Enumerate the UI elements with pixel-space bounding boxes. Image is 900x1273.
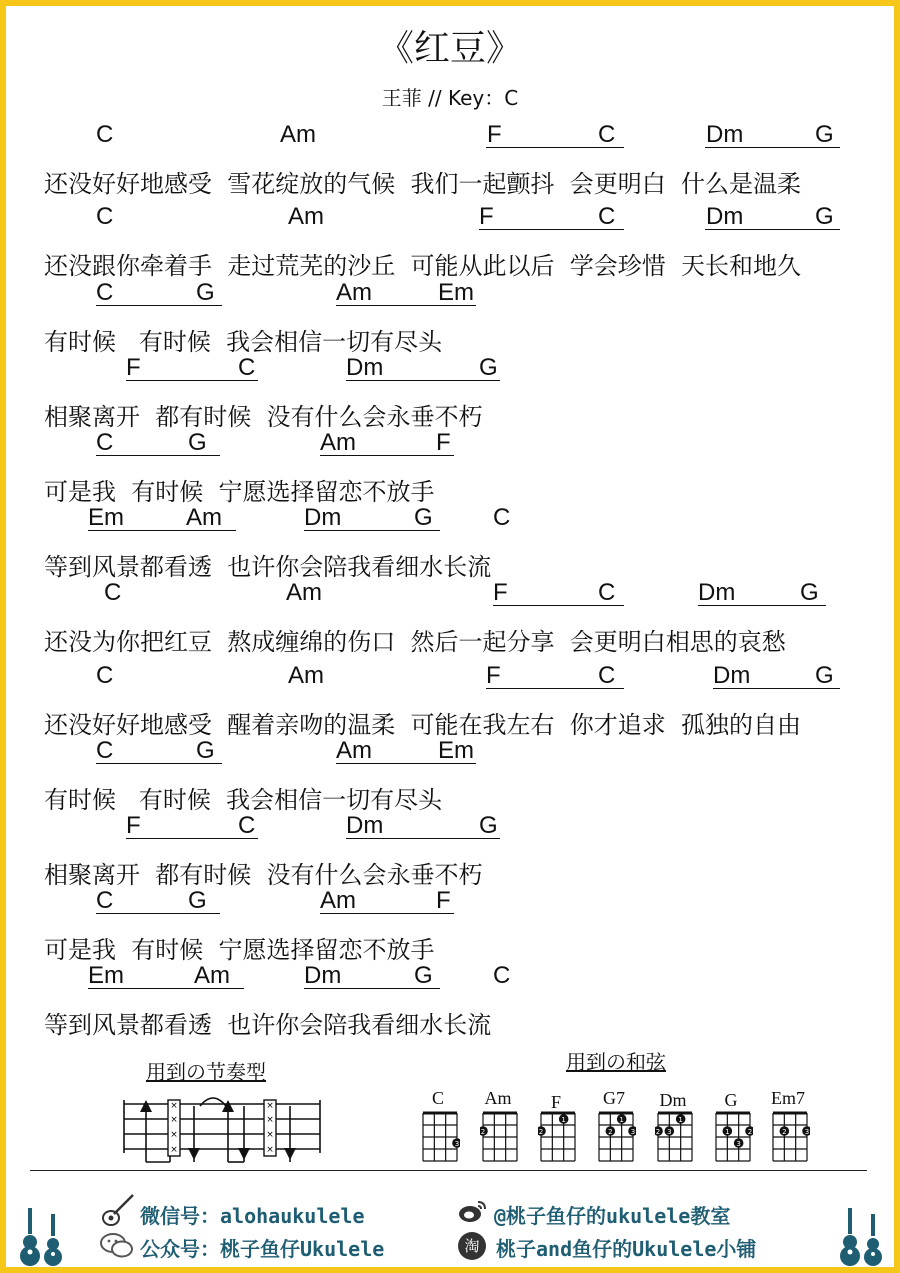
chord-symbol: Am (336, 279, 372, 306)
chord-symbol: F (487, 121, 502, 148)
chord-diagram (480, 1110, 520, 1166)
svg-text:2: 2 (480, 1128, 486, 1136)
chord-symbol: G (479, 354, 498, 381)
ukulele-icon (862, 1214, 884, 1268)
svg-text:×: × (266, 1145, 274, 1155)
ukulele-icon (18, 1208, 42, 1268)
chord-diagram-name: C (431, 1088, 444, 1108)
chord-symbol: C (598, 121, 616, 148)
ukulele-icon (838, 1208, 862, 1268)
chord-symbol: G (188, 429, 207, 456)
lyric-line: 相聚离开 都有时候 没有什么会永垂不朽 (44, 861, 483, 889)
svg-text:2: 2 (655, 1128, 661, 1136)
chord-underline (486, 688, 624, 689)
svg-text:×: × (266, 1130, 274, 1140)
lyric-line: 还没为你把红豆 熬成缠绵的伤口 然后一起分享 会更明白相思的哀愁 (44, 628, 786, 656)
svg-text:3: 3 (454, 1140, 460, 1148)
chord-symbol: F (493, 579, 508, 606)
chord-diagram-name: F (550, 1092, 561, 1112)
lyric-line: 还没好好地感受 雪花绽放的气候 我们一起颤抖 会更明白 什么是温柔 (44, 170, 802, 198)
svg-text:3: 3 (630, 1128, 636, 1136)
chord-underline (96, 455, 220, 456)
chord-symbol: F (436, 887, 451, 914)
chord-symbol: G (479, 812, 498, 839)
taobao-shop: 桃子and鱼仔的Ukulele小铺 (496, 1237, 757, 1261)
svg-text:1: 1 (678, 1116, 683, 1124)
chord-symbol: Dm (346, 812, 384, 839)
chord-underline (479, 229, 624, 230)
weibo-id: @桃子鱼仔的ukulele教室 (494, 1204, 731, 1228)
chord-diagram (770, 1110, 810, 1166)
chord-diagram-name: G (724, 1090, 738, 1110)
chord-symbol: Dm (706, 203, 744, 230)
chord-symbol: C (96, 662, 114, 689)
svg-text:×: × (170, 1115, 178, 1125)
chord-symbol: C (238, 354, 256, 381)
rhythm-label: 用到の节奏型 (146, 1060, 266, 1084)
chord-symbol: G (414, 962, 433, 989)
chord-symbol: Em (438, 279, 474, 306)
chord-symbol: Am (280, 121, 316, 148)
lyric-line: 可是我 有时候 宁愿选择留恋不放手 (44, 478, 435, 506)
chord-symbol: C (104, 579, 122, 606)
chord-symbol: C (96, 121, 114, 148)
chord-underline (88, 988, 244, 989)
lyric-line: 等到风景都看透 也许你会陪我看细水长流 (44, 1011, 492, 1039)
wechat-icon (100, 1232, 134, 1258)
chord-symbol: G (196, 737, 215, 764)
chord-symbol: G (815, 203, 834, 230)
chord-symbol: G (414, 504, 433, 531)
chord-symbol: C (96, 279, 114, 306)
chord-symbol: Dm (346, 354, 384, 381)
song-subtitle: 王菲 // Key：C (381, 86, 519, 110)
svg-text:1: 1 (619, 1116, 624, 1124)
chord-symbol: G (815, 121, 834, 148)
chord-symbol: C (96, 429, 114, 456)
svg-text:2: 2 (782, 1128, 787, 1136)
chord-underline (493, 605, 624, 606)
chord-symbol: Dm (304, 962, 342, 989)
chord-underline (96, 305, 222, 306)
chord-symbol: C (598, 203, 616, 230)
svg-text:1: 1 (561, 1116, 566, 1124)
chord-diagram (655, 1110, 695, 1166)
chord-underline (126, 380, 258, 381)
chord-symbol: Am (186, 504, 222, 531)
chord-symbol: Dm (706, 121, 744, 148)
chord-symbol: Am (336, 737, 372, 764)
chord-symbol: F (436, 429, 451, 456)
chord-symbol: G (188, 887, 207, 914)
chord-symbol: Dm (713, 662, 751, 689)
svg-text:2: 2 (608, 1128, 613, 1136)
chord-symbol: Am (194, 962, 230, 989)
chord-symbol: C (598, 579, 616, 606)
chord-symbol: C (96, 887, 114, 914)
svg-text:2: 2 (747, 1128, 753, 1136)
lyric-line: 还没好好地感受 醒着亲吻的温柔 可能在我左右 你才追求 孤独的自由 (44, 711, 802, 739)
chord-underline (88, 530, 236, 531)
chord-underline (320, 913, 454, 914)
chord-diagram-name: Dm (659, 1090, 687, 1110)
chord-underline (698, 605, 826, 606)
chord-underline (126, 838, 258, 839)
lyric-line: 还没跟你牵着手 走过荒芜的沙丘 可能从此以后 学会珍惜 天长和地久 (44, 252, 802, 280)
chord-symbol: Am (320, 887, 356, 914)
lyric-line: 有时候 有时候 我会相信一切有尽头 (44, 786, 443, 814)
chord-symbol: Am (288, 203, 324, 230)
chord-symbol: Em (438, 737, 474, 764)
svg-text:2: 2 (538, 1128, 544, 1136)
chord-symbol: Dm (698, 579, 736, 606)
chord-diagram (420, 1110, 460, 1166)
lyric-line: 有时候 有时候 我会相信一切有尽头 (44, 328, 443, 356)
chord-symbol: C (493, 962, 511, 989)
chord-underline (304, 988, 440, 989)
chord-symbol: C (493, 504, 511, 531)
taobao-icon: 淘 (458, 1232, 486, 1260)
song-title: 《红豆》 (377, 28, 522, 69)
chord-underline (705, 147, 840, 148)
lyric-line: 等到风景都看透 也许你会陪我看细水长流 (44, 553, 492, 581)
chord-underline (96, 763, 222, 764)
chord-underline (346, 380, 500, 381)
public-account: 公众号：桃子鱼仔Ukulele (140, 1237, 385, 1261)
svg-text:×: × (266, 1115, 274, 1125)
chord-underline (486, 147, 624, 148)
chord-symbol: F (126, 354, 141, 381)
ukulele-icon (42, 1214, 64, 1268)
chord-symbol: C (238, 812, 256, 839)
chord-symbol: C (96, 203, 114, 230)
guitar-icon (100, 1192, 136, 1228)
chord-underline (336, 305, 476, 306)
chord-underline (705, 229, 840, 230)
chord-symbol: G (800, 579, 819, 606)
chord-diagram-name: G7 (603, 1088, 625, 1108)
chord-symbol: Dm (304, 504, 342, 531)
chords-label: 用到の和弦 (566, 1050, 666, 1074)
lyric-line: 可是我 有时候 宁愿选择留恋不放手 (44, 936, 435, 964)
chord-diagram (713, 1110, 753, 1166)
chord-underline (346, 838, 500, 839)
chord-diagram-name: Em7 (771, 1088, 805, 1108)
chord-underline (336, 763, 476, 764)
chord-symbol: Em (88, 962, 124, 989)
chord-symbol: F (126, 812, 141, 839)
chord-symbol: Am (288, 662, 324, 689)
chord-symbol: Em (88, 504, 124, 531)
footer-divider (30, 1170, 867, 1171)
wechat-id: 微信号：alohaukulele (140, 1204, 365, 1228)
lyric-line: 相聚离开 都有时候 没有什么会永垂不朽 (44, 403, 483, 431)
svg-text:×: × (170, 1101, 178, 1111)
svg-text:3: 3 (667, 1128, 672, 1136)
chord-underline (304, 530, 440, 531)
svg-text:×: × (266, 1101, 274, 1111)
chord-symbol: Am (286, 579, 322, 606)
svg-text:×: × (170, 1130, 178, 1140)
chord-symbol: C (96, 737, 114, 764)
svg-text:3: 3 (804, 1128, 810, 1136)
chord-underline (96, 913, 220, 914)
svg-text:×: × (170, 1145, 178, 1155)
chord-symbol: Am (320, 429, 356, 456)
weibo-icon (458, 1198, 488, 1224)
rhythm-pattern (120, 1090, 325, 1165)
chord-diagram (538, 1110, 578, 1166)
chord-symbol: F (486, 662, 501, 689)
chord-symbol: G (196, 279, 215, 306)
svg-text:1: 1 (725, 1128, 730, 1136)
chord-symbol: C (598, 662, 616, 689)
chord-diagram-name: Am (484, 1088, 512, 1108)
svg-text:3: 3 (736, 1140, 741, 1148)
chord-symbol: F (479, 203, 494, 230)
chord-symbol: G (815, 662, 834, 689)
chord-underline (320, 455, 454, 456)
chord-underline (713, 688, 840, 689)
chord-diagram (596, 1110, 636, 1166)
